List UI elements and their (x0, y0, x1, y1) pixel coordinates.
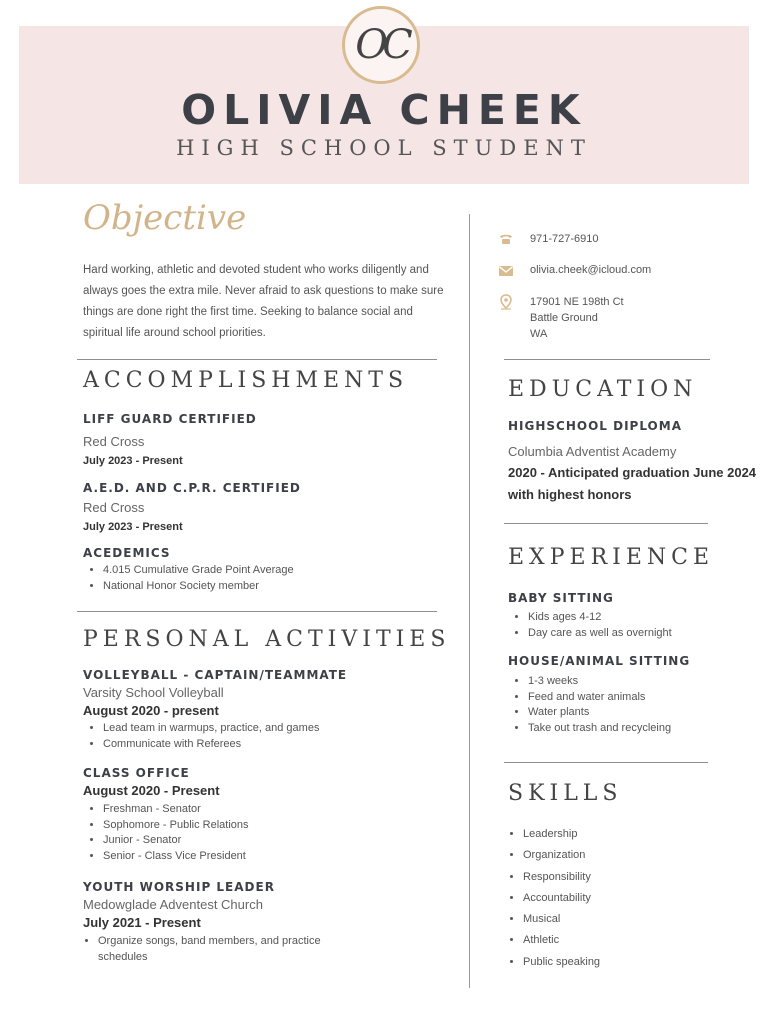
accomplishment-title: A.E.D. AND C.P.R. CERTIFIED (83, 481, 301, 495)
experience-heading: EXPERIENCE (508, 545, 715, 570)
list-item: • Day care as well as overnight (528, 626, 748, 642)
experience-bullets (508, 610, 748, 641)
activity-date: August 2020 - Present (83, 783, 220, 798)
activity-bullets (83, 802, 443, 864)
skill-item: • Athletic (523, 930, 723, 951)
list-item: • 1-3 weeks (528, 674, 748, 690)
divider-line (504, 359, 710, 360)
skill-item: • Leadership (523, 824, 723, 845)
address-line: 17901 NE 198th Ct (530, 296, 624, 308)
list-item: • Water plants (528, 705, 748, 721)
accomplishment-org: Red Cross (83, 500, 145, 515)
objective-text: Hard working, athletic and devoted student who works diligently and always goes the extra mile. Never afraid to ask questions to make sure things are done right the first time. Seeking to balance social and spiritual life around school priorities. (83, 264, 444, 339)
activity-date: July 2021 - Present (83, 915, 201, 930)
divider-line (504, 762, 708, 763)
activity-title: VOLLEYBALL - CAPTAIN/TEAMMATE (83, 668, 348, 682)
list-item: • Communicate with Referees (103, 737, 443, 753)
contact-address (530, 294, 624, 342)
phone-icon (498, 231, 514, 247)
activity-title: CLASS OFFICE (83, 766, 190, 780)
education-school: Columbia Adventist Academy (508, 444, 677, 459)
experience-bullets (508, 674, 748, 736)
divider-line (77, 359, 437, 360)
skill-item: • Musical (523, 909, 723, 930)
divider-line (504, 523, 708, 524)
list-item: • Sophomore - Public Relations (103, 818, 443, 834)
list-item: • Senior - Class Vice President (103, 849, 443, 865)
email-icon (498, 263, 514, 279)
skills-list (503, 824, 723, 973)
monogram-logo (342, 6, 420, 84)
activity-bullets (78, 934, 328, 965)
activity-bullets (83, 721, 443, 752)
skill-item: • Organization (523, 845, 723, 866)
skills-heading: SKILLS (508, 781, 623, 806)
list-item: • Lead team in warmups, practice, and games (103, 721, 443, 737)
contact-email[interactable]: olivia.cheek@icloud.com (530, 264, 652, 276)
activity-date: August 2020 - present (83, 703, 219, 718)
accomplishment-date: July 2023 - Present (83, 455, 183, 467)
skill-item: • Responsibility (523, 867, 723, 888)
activity-org: Medowglade Adventest Church (83, 897, 263, 912)
academics-list (83, 563, 443, 594)
candidate-name: OLIVIA CHEEK (181, 86, 587, 134)
activity-org: Varsity School Volleyball (83, 685, 224, 700)
list-item: • Take out trash and recycleing (528, 721, 748, 737)
list-item: • Kids ages 4-12 (528, 610, 748, 626)
skill-item: • Public speaking (523, 952, 723, 973)
list-item: • Feed and water animals (528, 690, 748, 706)
activity-title: YOUTH WORSHIP LEADER (83, 880, 275, 894)
education-heading: EDUCATION (508, 377, 698, 402)
list-item: • National Honor Society member (103, 579, 443, 595)
education-detail: with highest honors (508, 487, 632, 502)
accomplishments-heading: ACCOMPLISHMENTS (83, 368, 409, 393)
address-line: Battle Ground (530, 312, 598, 324)
candidate-title: HIGH SCHOOL STUDENT (176, 136, 592, 160)
column-divider (469, 214, 470, 988)
academics-title: ACEDEMICS (83, 546, 171, 560)
education-detail: 2020 - Anticipated graduation June 2024 (508, 465, 757, 480)
education-degree: HIGHSCHOOL DIPLOMA (508, 419, 682, 433)
list-item: • Junior - Senator (103, 833, 443, 849)
accomplishment-org: Red Cross (83, 434, 145, 449)
contact-phone[interactable]: 971-727-6910 (530, 233, 599, 245)
address-line: WA (530, 328, 548, 340)
objective-heading: Objective (83, 198, 247, 238)
accomplishment-date: July 2023 - Present (83, 521, 183, 533)
activities-heading: PERSONAL ACTIVITIES (83, 627, 451, 652)
list-item: • Organize songs, band members, and practice schedules (98, 934, 328, 965)
divider-line (77, 611, 437, 612)
skill-item: • Accountability (523, 888, 723, 909)
list-item: • Freshman - Senator (103, 802, 443, 818)
accomplishment-title: LIFF GUARD CERTIFIED (83, 412, 257, 426)
location-pin-icon (498, 294, 514, 310)
list-item: • 4.015 Cumulative Grade Point Average (103, 563, 443, 579)
experience-title: BABY SITTING (508, 591, 614, 605)
monogram-text: OC (355, 22, 407, 68)
experience-title: HOUSE/ANIMAL SITTING (508, 654, 691, 668)
